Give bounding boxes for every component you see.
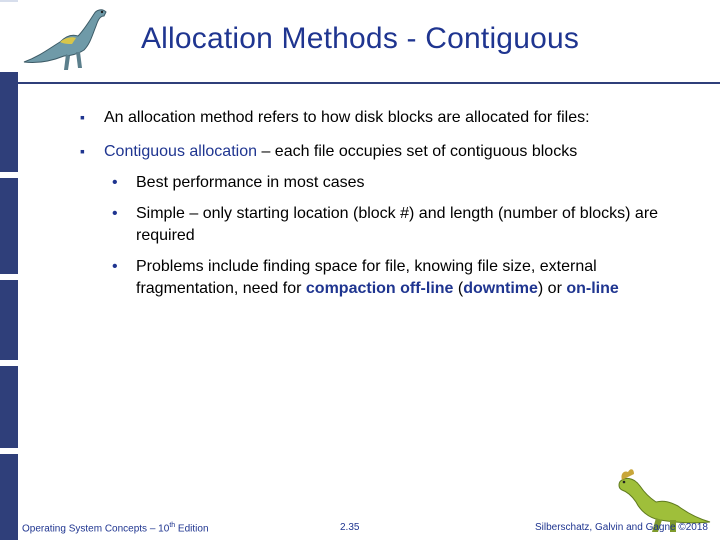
term-downtime: downtime — [463, 280, 538, 297]
sub-bullet-item — [80, 203, 680, 247]
left-bar-segment — [0, 366, 18, 448]
bullet-text: – each file occupies set of contiguous blocks — [257, 143, 578, 160]
left-bar-segment — [0, 72, 18, 172]
bullet-term: Contiguous allocation — [104, 143, 257, 160]
square-bullet-icon: ▪ — [80, 109, 85, 125]
sub-bullet-item — [80, 172, 680, 194]
sub-bullet-text: ) or — [537, 280, 567, 297]
term-compaction: compaction off-line — [305, 280, 454, 297]
page-number: 2.35 — [340, 522, 360, 533]
left-bar-segment — [0, 280, 18, 360]
bullet-text: An allocation method refers to how disk blocks are allocated for files: — [104, 109, 590, 126]
footer-book-title — [22, 522, 209, 534]
footer-authors: Silberschatz, Galvin and Gagne ©2018 — [534, 522, 708, 533]
bullet-item — [80, 142, 680, 161]
left-decorative-bar — [0, 0, 18, 540]
sub-bullet-text: Problems include finding space for file, knowing file size, external fragmentation, need for — [136, 258, 597, 297]
sub-bullet-item — [80, 256, 680, 300]
dot-bullet-icon: • — [112, 258, 118, 275]
footer-sup: th — [169, 522, 176, 529]
title-underline — [18, 82, 720, 84]
footer-text: Edition — [175, 523, 209, 535]
square-bullet-icon: ▪ — [80, 143, 85, 159]
sub-bullet-text: Simple – only starting location (block #) and length (number of blocks) are required — [136, 205, 659, 244]
sub-bullet-text: Best performance in most cases — [136, 174, 365, 191]
footer-text: Operating System Concepts – 10 — [22, 523, 170, 535]
left-bar-segment — [0, 178, 18, 274]
dot-bullet-icon: • — [112, 205, 118, 222]
dot-bullet-icon: • — [112, 174, 118, 191]
term-online: on-line — [566, 280, 619, 297]
bullet-item — [80, 108, 680, 127]
sub-bullet-text: ( — [453, 280, 464, 297]
slide-content — [80, 108, 680, 309]
slide-title: Allocation Methods - Contiguous — [140, 22, 580, 55]
left-bar-segment — [0, 454, 18, 540]
